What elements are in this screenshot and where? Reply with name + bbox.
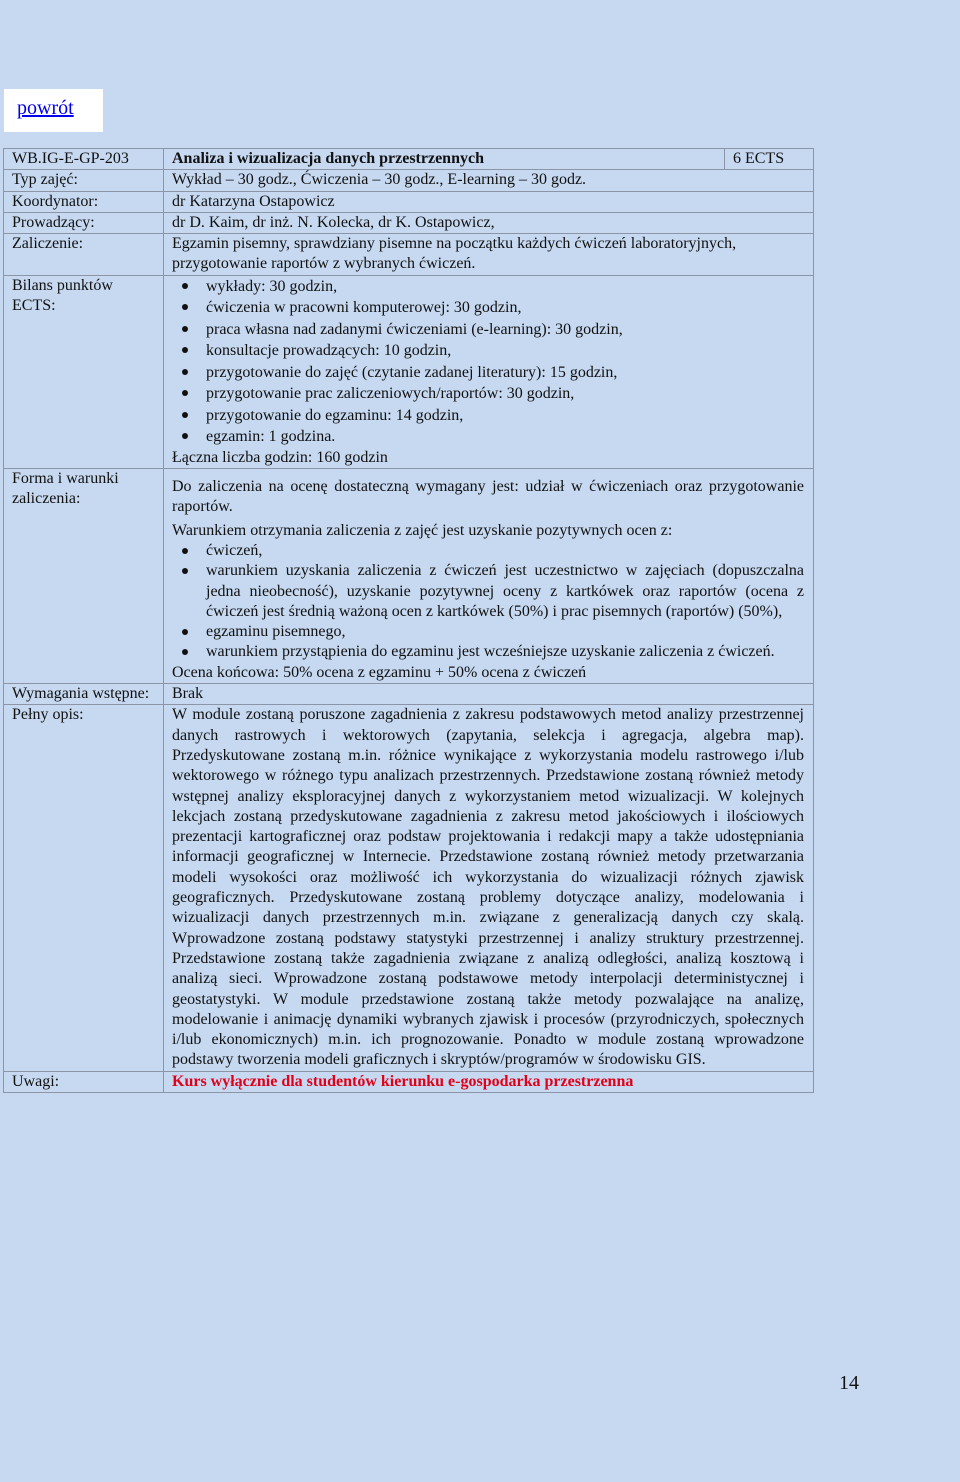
list-item: praca własna nad zadanymi ćwiczeniami (e-learning): 30 godzin,: [172, 319, 804, 341]
ects-total: Łączna liczba godzin: 160 godzin: [172, 448, 388, 466]
coordinator-label: Koordynator:: [4, 191, 164, 212]
back-link-box: [4, 89, 103, 132]
description-value: W module zostaną poruszone zagadnienia z zakresu podstawowych metod analizy przestrzennej danych rastrowych i wektorowych (zapytania, selekcja i agregacja, algebra map). Przedyskutowane zostaną m.in. różnice wynikające z wykorzystania modelu rastrowego i/lub wektorowego w różnego typu analizach przestrzennych. Przedstawione zostaną również metody wstępnej analizy eksploracyjnej danych z wykorzystaniem metod wizualizacji. W kolejnych lekcjach zostaną przedyskutowane zagadnienia z zakresu metod jakościowych i ilościowych prezentacji kartograficznej oraz podstaw projektowania i redakcji mapy a także udostępniania informacji geograficznej w Internecie. Przedstawione zostaną również metody przetwarzania modeli wysokości oraz możliwość ich wykorzystania do wizualizacji różnych zjawisk geograficznych. Przedyskutowane zostaną problemy dotyczące analizy, modelowania i wizualizacji danych przestrzennych m.in. związane z generalizacją danych czy skalą. Wprowadzone zostaną podstawy statystyki przestrzennej i analizy struktury przestrzennej. Przedstawione zostaną także zagadnienia związane z analizą odległości, analizą kosztową i analizą sieci. Wprowadzone zostaną podstawowe metody interpolacji deterministycznej i geostatystyki. W module przedstawione zostaną także metody pozwalające na analizę, modelowanie i animację dynamiki wybranych zjawisk i procesów (przyrodniczych, społecznych i/lub ekonomicznych) m.in. ich prognozowanie. Ponadto w module zostaną wprowadzone podstawy tworzenia modeli graficznych i skryptów/programów w środowisku GIS.: [164, 705, 814, 1071]
form-label: Forma i warunki zaliczenia:: [4, 469, 164, 684]
form-value: [164, 469, 814, 684]
coordinator-row: [4, 191, 814, 212]
list-item: warunkiem przystąpienia do egzaminu jest wcześniejsze uzyskanie zaliczenia z ćwiczeń.: [172, 642, 804, 662]
type-row: [4, 170, 814, 191]
notes-label: Uwagi:: [4, 1071, 164, 1092]
back-link[interactable]: powrót: [17, 97, 74, 119]
page-number: 14: [839, 1372, 859, 1394]
notes-value: Kurs wyłącznie dla studentów kierunku e-gospodarka przestrzenna: [164, 1071, 814, 1092]
lecturers-value: dr D. Kaim, dr inż. N. Kolecka, dr K. Ostapowicz,: [164, 212, 814, 233]
list-item: wykłady: 30 godzin,: [172, 276, 804, 298]
pass-label: Zaliczenie:: [4, 234, 164, 276]
type-label: Typ zajęć:: [4, 170, 164, 191]
coordinator-value: dr Katarzyna Ostapowicz: [164, 191, 814, 212]
form-paragraph: Warunkiem otrzymania zaliczenia z zajęć jest uzyskanie pozytywnych ocen z:: [172, 521, 673, 539]
lecturers-row: [4, 212, 814, 233]
list-item: przygotowanie do egzaminu: 14 godzin,: [172, 405, 804, 427]
description-row: [4, 705, 814, 1071]
form-list: [172, 541, 804, 663]
final-grade: Ocena końcowa: 50% ocena z egzaminu + 50% ocena z ćwiczeń: [172, 663, 587, 681]
course-ects: 6 ECTS: [725, 149, 814, 170]
pass-value: Egzamin pisemny, sprawdziany pisemne na początku każdych ćwiczeń laboratoryjnych, przygotowanie raportów z wybranych ćwiczeń.: [164, 234, 814, 276]
list-item: egzaminu pisemnego,: [172, 622, 804, 642]
form-row: [4, 469, 814, 684]
list-item: konsultacje prowadzących: 10 godzin,: [172, 340, 804, 362]
course-code: WB.IG-E-GP-203: [4, 149, 164, 170]
ects-balance-label: Bilans punktów ECTS:: [4, 275, 164, 468]
list-item: ćwiczenia w pracowni komputerowej: 30 godzin,: [172, 297, 804, 319]
requirements-label: Wymagania wstępne:: [4, 684, 164, 705]
notes-row: [4, 1071, 814, 1092]
ects-list: [172, 276, 804, 448]
course-card: [3, 148, 814, 1093]
requirements-row: [4, 684, 814, 705]
list-item: przygotowanie do zajęć (czytanie zadanej literatury): 15 godzin,: [172, 362, 804, 384]
list-item: warunkiem uzyskania zaliczenia z ćwiczeń jest uczestnictwo w zajęciach (dopuszczalna jedna nieobecność), uzyskanie pozytywnej oceny z kartkówek oraz raportów (ocena z ćwiczeń jest średnią ważoną ocen z kartkówek (50%) i prac pisemnych (raportów) (50%),: [172, 561, 804, 622]
course-title: Analiza i wizualizacja danych przestrzennych: [164, 149, 725, 170]
list-item: egzamin: 1 godzina.: [172, 426, 804, 448]
ects-balance-value: [164, 275, 814, 468]
requirements-value: Brak: [164, 684, 814, 705]
ects-balance-row: [4, 275, 814, 468]
description-label: Pełny opis:: [4, 705, 164, 1071]
course-header-row: [4, 149, 814, 170]
lecturers-label: Prowadzący:: [4, 212, 164, 233]
pass-row: [4, 234, 814, 276]
form-paragraph: Do zaliczenia na ocenę dostateczną wymagany jest: udział w ćwiczeniach oraz przygotowanie raportów.: [172, 478, 804, 516]
type-value: Wykład – 30 godz., Ćwiczenia – 30 godz., E-learning – 30 godz.: [164, 170, 814, 191]
list-item: przygotowanie prac zaliczeniowych/raportów: 30 godzin,: [172, 383, 804, 405]
list-item: ćwiczeń,: [172, 541, 804, 561]
